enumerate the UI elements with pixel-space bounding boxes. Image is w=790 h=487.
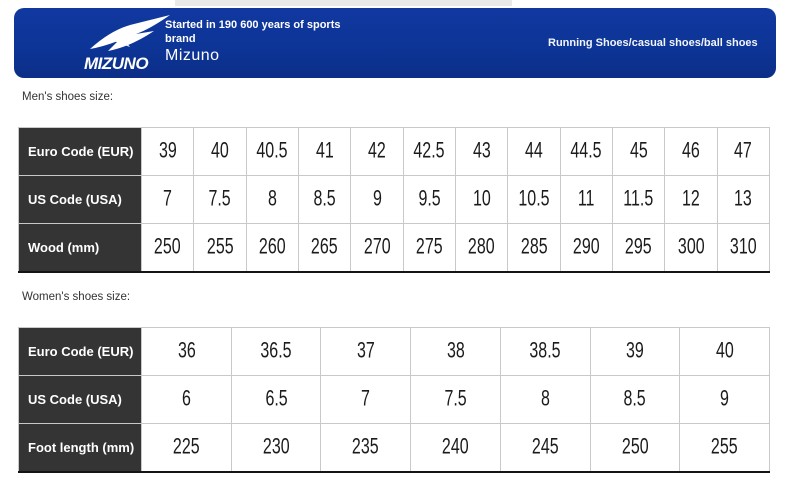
size-value: 37 [356, 338, 375, 364]
size-value: 38.5 [529, 338, 561, 364]
size-value: 290 [572, 234, 600, 260]
size-value-cell [500, 424, 590, 473]
size-value: 43 [472, 138, 491, 164]
size-value: 39 [625, 338, 644, 364]
size-value: 8 [540, 386, 550, 412]
size-value-cell [717, 176, 769, 224]
size-value: 8.5 [313, 186, 336, 212]
size-value-cell [508, 176, 560, 224]
size-value-cell [680, 328, 770, 376]
size-value-cell [590, 328, 680, 376]
size-value-cell [717, 224, 769, 273]
size-value: 285 [520, 234, 548, 260]
size-value: 46 [682, 138, 700, 164]
size-value: 9.5 [418, 186, 441, 212]
size-value-cell [508, 128, 560, 176]
size-value-cell [612, 224, 664, 273]
size-value-cell [612, 176, 664, 224]
size-value: 255 [711, 434, 738, 460]
size-value-cell [403, 176, 455, 224]
table-row [19, 176, 770, 224]
size-value-cell [590, 376, 680, 424]
size-value: 45 [629, 138, 648, 164]
size-value-cell [590, 424, 680, 473]
size-value-cell [500, 376, 590, 424]
size-value: 7 [163, 186, 173, 212]
size-value: 275 [415, 234, 443, 260]
size-value: 8.5 [623, 386, 646, 412]
size-value-cell [142, 128, 194, 176]
size-value-cell [411, 328, 501, 376]
size-value: 6.5 [264, 386, 288, 412]
category-links: Running Shoes/casual shoes/ball shoes [548, 37, 758, 49]
size-value-cell [717, 128, 769, 176]
size-value: 9 [372, 186, 382, 212]
size-value: 44.5 [570, 138, 602, 164]
size-value: 250 [154, 234, 182, 260]
row-header-cell: Euro Code (EUR) [19, 328, 142, 376]
size-value: 295 [625, 234, 652, 260]
mizuno-logo [60, 13, 172, 73]
size-value-cell [321, 328, 411, 376]
size-value: 44 [525, 138, 543, 164]
table-row [19, 328, 770, 376]
size-value-cell [246, 128, 298, 176]
size-value-cell [680, 424, 770, 473]
size-value: 300 [677, 234, 705, 260]
size-value-cell [298, 128, 350, 176]
size-value: 235 [352, 434, 380, 460]
size-value: 245 [531, 434, 559, 460]
size-value-cell [403, 128, 455, 176]
size-value: 280 [468, 234, 495, 260]
size-value: 7.5 [444, 386, 467, 412]
row-header-cell: Wood (mm) [19, 224, 142, 273]
size-value-cell [321, 376, 411, 424]
size-value: 39 [158, 138, 177, 164]
size-value-cell [455, 128, 507, 176]
size-value-cell [142, 424, 232, 473]
size-value-cell [665, 128, 717, 176]
size-value-cell [142, 376, 232, 424]
size-value-cell [455, 224, 507, 273]
size-value: 11 [577, 186, 595, 212]
size-value: 38 [446, 338, 465, 364]
mizuno-runbird-icon [60, 13, 172, 73]
size-value-cell [194, 224, 246, 273]
size-value-cell [560, 176, 612, 224]
size-value-cell [403, 224, 455, 273]
size-value: 41 [315, 138, 334, 164]
size-value-cell [194, 176, 246, 224]
size-value: 40 [715, 338, 734, 364]
size-value: 9 [720, 386, 730, 412]
size-value: 42 [368, 138, 386, 164]
row-header-cell: US Code (USA) [19, 176, 142, 224]
size-value: 225 [173, 434, 200, 460]
size-value: 40 [211, 138, 229, 164]
size-value: 260 [258, 234, 286, 260]
table-row [19, 424, 770, 473]
size-value-cell [142, 328, 232, 376]
size-value: 6 [181, 386, 191, 412]
mens-size-table [18, 127, 770, 273]
size-value-cell [351, 128, 403, 176]
size-value-cell [665, 176, 717, 224]
size-value: 36 [177, 338, 196, 364]
size-value: 10.5 [518, 186, 550, 212]
size-value: 36.5 [260, 338, 292, 364]
size-value-cell [411, 376, 501, 424]
table-row [19, 376, 770, 424]
womens-section-label: Women's shoes size: [22, 291, 131, 303]
brand-tagline: Started in 190 600 years of sports brand [165, 19, 341, 45]
brand-name: Mizuno [165, 47, 220, 64]
size-value: 270 [363, 234, 391, 260]
row-header-cell: Euro Code (EUR) [19, 128, 142, 176]
size-value: 230 [262, 434, 290, 460]
size-value-cell [455, 176, 507, 224]
size-value: 12 [682, 186, 700, 212]
page-top-artifact [175, 0, 512, 6]
table-row [19, 224, 770, 273]
size-value-cell [231, 424, 321, 473]
size-value: 42.5 [413, 138, 445, 164]
size-value-cell [194, 128, 246, 176]
size-value-cell [231, 376, 321, 424]
size-value-cell [612, 128, 664, 176]
size-value-cell [411, 424, 501, 473]
size-value-cell [246, 176, 298, 224]
size-value-cell [665, 224, 717, 273]
size-value: 310 [729, 234, 757, 260]
size-value-cell [142, 176, 194, 224]
size-value-cell [321, 424, 411, 473]
mens-section-label: Men's shoes size: [22, 91, 114, 103]
size-value: 10 [472, 186, 491, 212]
size-value: 7.5 [208, 186, 232, 212]
size-value-cell [508, 224, 560, 273]
size-value-cell [680, 376, 770, 424]
size-value-cell [560, 224, 612, 273]
size-value: 240 [442, 434, 469, 460]
size-value: 7 [361, 386, 371, 412]
svg-text:MIZUNO: MIZUNO [84, 54, 149, 73]
size-value: 8 [267, 186, 277, 212]
size-value: 40.5 [256, 138, 288, 164]
size-value-cell [351, 224, 403, 273]
size-value: 47 [734, 138, 753, 164]
size-value-cell [351, 176, 403, 224]
size-value-cell [246, 224, 298, 273]
size-value-cell [560, 128, 612, 176]
row-header-cell: Foot length (mm) [19, 424, 142, 473]
size-value-cell [298, 176, 350, 224]
table-row [19, 128, 770, 176]
size-value: 255 [206, 234, 234, 260]
size-value-cell [298, 224, 350, 273]
row-header-cell: US Code (USA) [19, 376, 142, 424]
size-value-cell [500, 328, 590, 376]
size-value: 265 [311, 234, 338, 260]
size-value: 11.5 [623, 186, 654, 212]
size-value-cell [142, 224, 194, 273]
womens-size-table [18, 327, 770, 473]
size-value: 13 [734, 186, 753, 212]
size-value: 250 [621, 434, 649, 460]
brand-header [14, 8, 776, 78]
size-value-cell [231, 328, 321, 376]
